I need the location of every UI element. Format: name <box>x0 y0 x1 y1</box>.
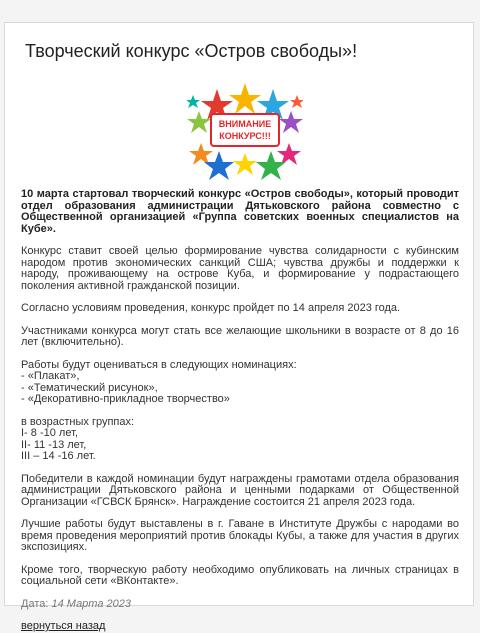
goal-paragraph: Конкурс ставит своей целью формирование чувства солидарности с кубинским народом против экономических санкций США; чувства дружбы и поддержки к народу, проживающему на острове Куба, и формирование у подрастающего поколения активной гражданской позиции. <box>21 245 459 292</box>
exhibition-paragraph: Лучшие работы будут выставлены в г. Гаване в Институте Дружбы с народами во время проведения мероприятий против блокады Кубы, а также для участия в других экспозициях. <box>21 518 459 553</box>
banner-text-line-2: КОНКУРС!!! <box>219 131 271 141</box>
contest-banner-image <box>187 81 303 181</box>
age-groups-list: в возрастных группах: I- 8 -10 лет, II- 11 -13 лет, III – 14 -16 лет. <box>21 415 135 462</box>
awards-paragraph: Победители в каждой номинации будут награждены грамотами отдела образования администрации Дятьковского района и ценными подарками от Общественной Организации «ГСВСК Брянск». Награждение состоится 21 апреля 2023 года. <box>21 472 459 508</box>
back-link[interactable]: вернуться назад <box>21 620 106 632</box>
deadline-paragraph: Согласно условиям проведения, конкурс пройдет по 14 апреля 2023 года. <box>21 302 401 314</box>
date-value: 14 Марта 2023 <box>51 597 131 610</box>
page-title: Творческий конкурс «Остров свободы»! <box>25 41 358 61</box>
participants-paragraph: Участниками конкурса могут стать все желающие школьники в возрасте от 8 до 16 лет (включительно). <box>21 324 459 348</box>
lead-paragraph: 10 марта стартовал творческий конкурс «Остров свободы», который проводит отдел образования администрации Дятьковского района совместно с Общественной организацией «Группа советских военных специалистов на Кубе». <box>21 188 459 235</box>
banner-text-line-1: ВНИМАНИЕ <box>218 119 272 129</box>
publish-paragraph: Кроме того, творческую работу необходимо опубликовать на личных страницах в социальной сети «ВКонтакте». <box>21 563 459 587</box>
date-label: Дата: <box>21 597 49 610</box>
publication-date <box>21 599 459 611</box>
news-card <box>4 22 474 632</box>
article-body <box>21 189 459 633</box>
nominations-list: Работы будут оцениваться в следующих номинациях: - «Плакат», - «Тематический рисунок», - «Декоративно-прикладное творчество» <box>21 358 297 405</box>
